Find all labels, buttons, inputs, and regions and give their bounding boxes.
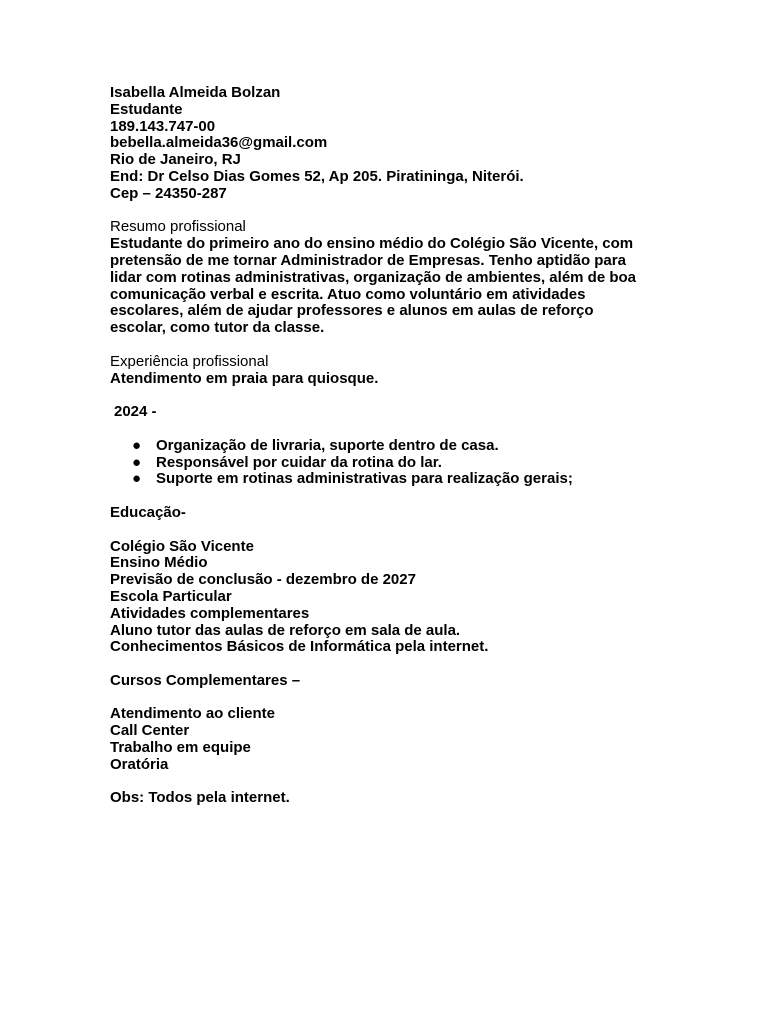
course-item: Call Center (110, 722, 190, 740)
courses-section (110, 673, 670, 807)
summary-heading: Resumo profissional (110, 218, 246, 236)
resume-document (110, 85, 670, 807)
experience-year: 2024 - (114, 403, 157, 421)
bullet-icon: ● (132, 470, 142, 488)
courses-heading: Cursos Complementares – (110, 671, 301, 689)
candidate-name: Isabella Almeida Bolzan (110, 84, 281, 101)
list-item-text: Responsável por cuidar da rotina do lar. (156, 453, 442, 471)
education-line: Conhecimentos Básicos de Informática pela internet. (110, 638, 489, 656)
experience-bullet-list (110, 438, 670, 488)
candidate-city: Rio de Janeiro, RJ (110, 151, 241, 169)
list-item-text: Organização de livraria, suporte dentro de casa. (156, 436, 499, 454)
courses-note: Obs: Todos pela internet. (110, 789, 290, 807)
contact-block (110, 85, 670, 203)
summary-line: comunicação verbal e escrita. Atuo como voluntário em atividades (110, 285, 586, 303)
education-line: Colégio São Vicente (110, 537, 254, 555)
experience-section (110, 354, 670, 488)
candidate-email: bebella.almeida36@gmail.com (110, 134, 328, 152)
summary-line: escolar, como tutor da classe. (110, 319, 325, 337)
candidate-address: End: Dr Celso Dias Gomes 52, Ap 205. Piratininga, Niterói. (110, 167, 524, 185)
list-item (110, 471, 670, 488)
course-item: Trabalho em equipe (110, 739, 251, 757)
list-item (110, 438, 670, 455)
education-line: Atividades complementares (110, 604, 310, 622)
summary-line: lidar com rotinas administrativas, organização de ambientes, além de boa (110, 268, 637, 286)
course-item: Oratória (110, 755, 169, 773)
experience-job: Atendimento em praia para quiosque. (110, 369, 379, 387)
candidate-cep: Cep – 24350-287 (110, 184, 227, 202)
bullet-icon: ● (132, 436, 142, 454)
experience-heading: Experiência profissional (110, 352, 269, 370)
summary-section (110, 219, 670, 337)
candidate-cpf: 189.143.747-00 (110, 117, 216, 135)
summary-line: Estudante do primeiro ano do ensino médio do Colégio São Vicente, com (110, 235, 634, 253)
education-section (110, 505, 670, 656)
education-heading: Educação- (110, 503, 186, 521)
list-item-text: Suporte em rotinas administrativas para realização gerais; (156, 470, 573, 488)
course-item: Atendimento ao cliente (110, 705, 276, 723)
list-item (110, 455, 670, 472)
education-line: Escola Particular (110, 587, 232, 605)
education-line: Previsão de conclusão - dezembro de 2027 (110, 571, 416, 589)
summary-line: escolares, além de ajudar professores e alunos em aulas de reforço (110, 302, 594, 320)
candidate-role: Estudante (110, 100, 183, 118)
bullet-icon: ● (132, 453, 142, 471)
education-line: Ensino Médio (110, 554, 208, 572)
summary-line: pretensão de me tornar Administrador de Empresas. Tenho aptidão para (110, 251, 626, 269)
education-line: Aluno tutor das aulas de reforço em sala de aula. (110, 621, 461, 639)
